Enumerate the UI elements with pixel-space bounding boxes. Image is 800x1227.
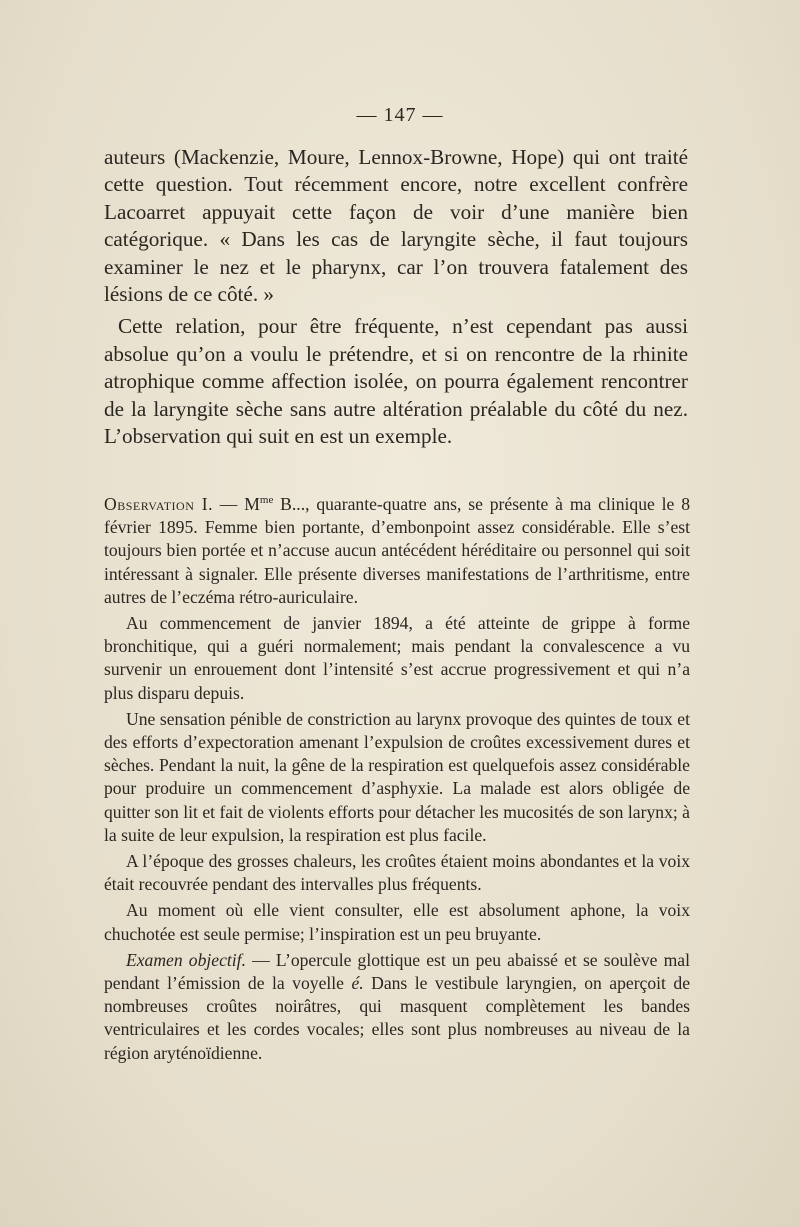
page-number: — 147 — (356, 104, 444, 126)
observation-paragraph-4: A l’époque des grosses chaleurs, les croûtes étaient moins abondantes et la voix était recouvrée pendant des intervalles plus fréquents. (104, 851, 690, 895)
main-paragraph-1: auteurs (Mackenzie, Moure, Lennox-Browne, Hope) qui ont traité cette question. Tout récemment encore, notre excellent confrère Lacoarret appuyait cette façon de voir d’une manière bien catégorique. « Dans les cas de laryngite sèche, il faut toujours examiner le nez et le pharynx, car l’on trouvera fatalement des lésions de ce côté. » (104, 145, 688, 307)
observation-intro (104, 493, 690, 609)
observation-paragraph-2: Au commencement de janvier 1894, a été atteinte de grippe à forme bronchitique, qui a guéri normalement; mais pendant la convalescence a vu survenir un enrouement dont l’intensité s’est accrue progressivement et qui n’a plus disparu depuis. (104, 613, 690, 703)
exam-vowel: é. (351, 973, 364, 994)
exam-rest: Dans le vestibule laryngien, on aperçoit de nombreuses croûtes noirâtres, qui masquent complètement les bandes ventriculaires et les cordes vocales; elles sont plus nombreuses au niveau de la région aryténoïdienne. (104, 973, 691, 1063)
observation-section (104, 493, 690, 1065)
main-paragraph-2: Cette relation, pour être fréquente, n’est cependant pas aussi absolue qu’on a voulu le prétendre, et si on rencontre de la rhinite atrophique comme affection isolée, on pourra également rencontrer de la laryngite sèche sans autre altération préalable du côté du nez. L’observation qui suit en est un exemple. (104, 314, 688, 449)
observation-dash: — (212, 494, 245, 514)
exam-label: Examen objectif. (126, 949, 246, 970)
observation-paragraph-6 (104, 949, 690, 1065)
main-text (104, 144, 688, 450)
patient-superscript: me (259, 494, 274, 507)
observation-paragraph-3: Une sensation pénible de constriction au larynx provoque des quintes de toux et des efforts d’expectoration amenant l’expulsion de croûtes excessivement dures et sèches. Pendant la nuit, la gêne de la respiration est quelquefois assez considérable pour produire un commencement d’asphyxie. La malade est alors obligée de quitter son lit et fait de violents efforts pour détacher les mucosités de son larynx; à la suite de leur expulsion, la respiration est plus facile. (104, 708, 690, 845)
exam-text: — L’opercule glottique est un peu abaissé et se soulève mal pendant l’émission de la voyelle (104, 949, 690, 994)
observation-paragraph-5: Au moment où elle vient consulter, elle est absolument aphone, la voix chuchotée est seule permise; l’inspiration est un peu bruyante. (104, 900, 690, 944)
patient-prefix: M (244, 494, 260, 514)
observation-title: Observation I. (104, 494, 213, 514)
observation-intro-text: B..., quarante-quatre ans, se présente à ma clinique le 8 février 1895. Femme bien portante, d’embonpoint assez considérable. Elle s’est toujours bien portée et n’accuse aucun antécédent héréditaire ou personnel qui soit intéressant à signaler. Elle présente diverses manifestations de l’arthritisme, entre autres de l’eczéma rétro-auriculaire. (104, 494, 690, 607)
